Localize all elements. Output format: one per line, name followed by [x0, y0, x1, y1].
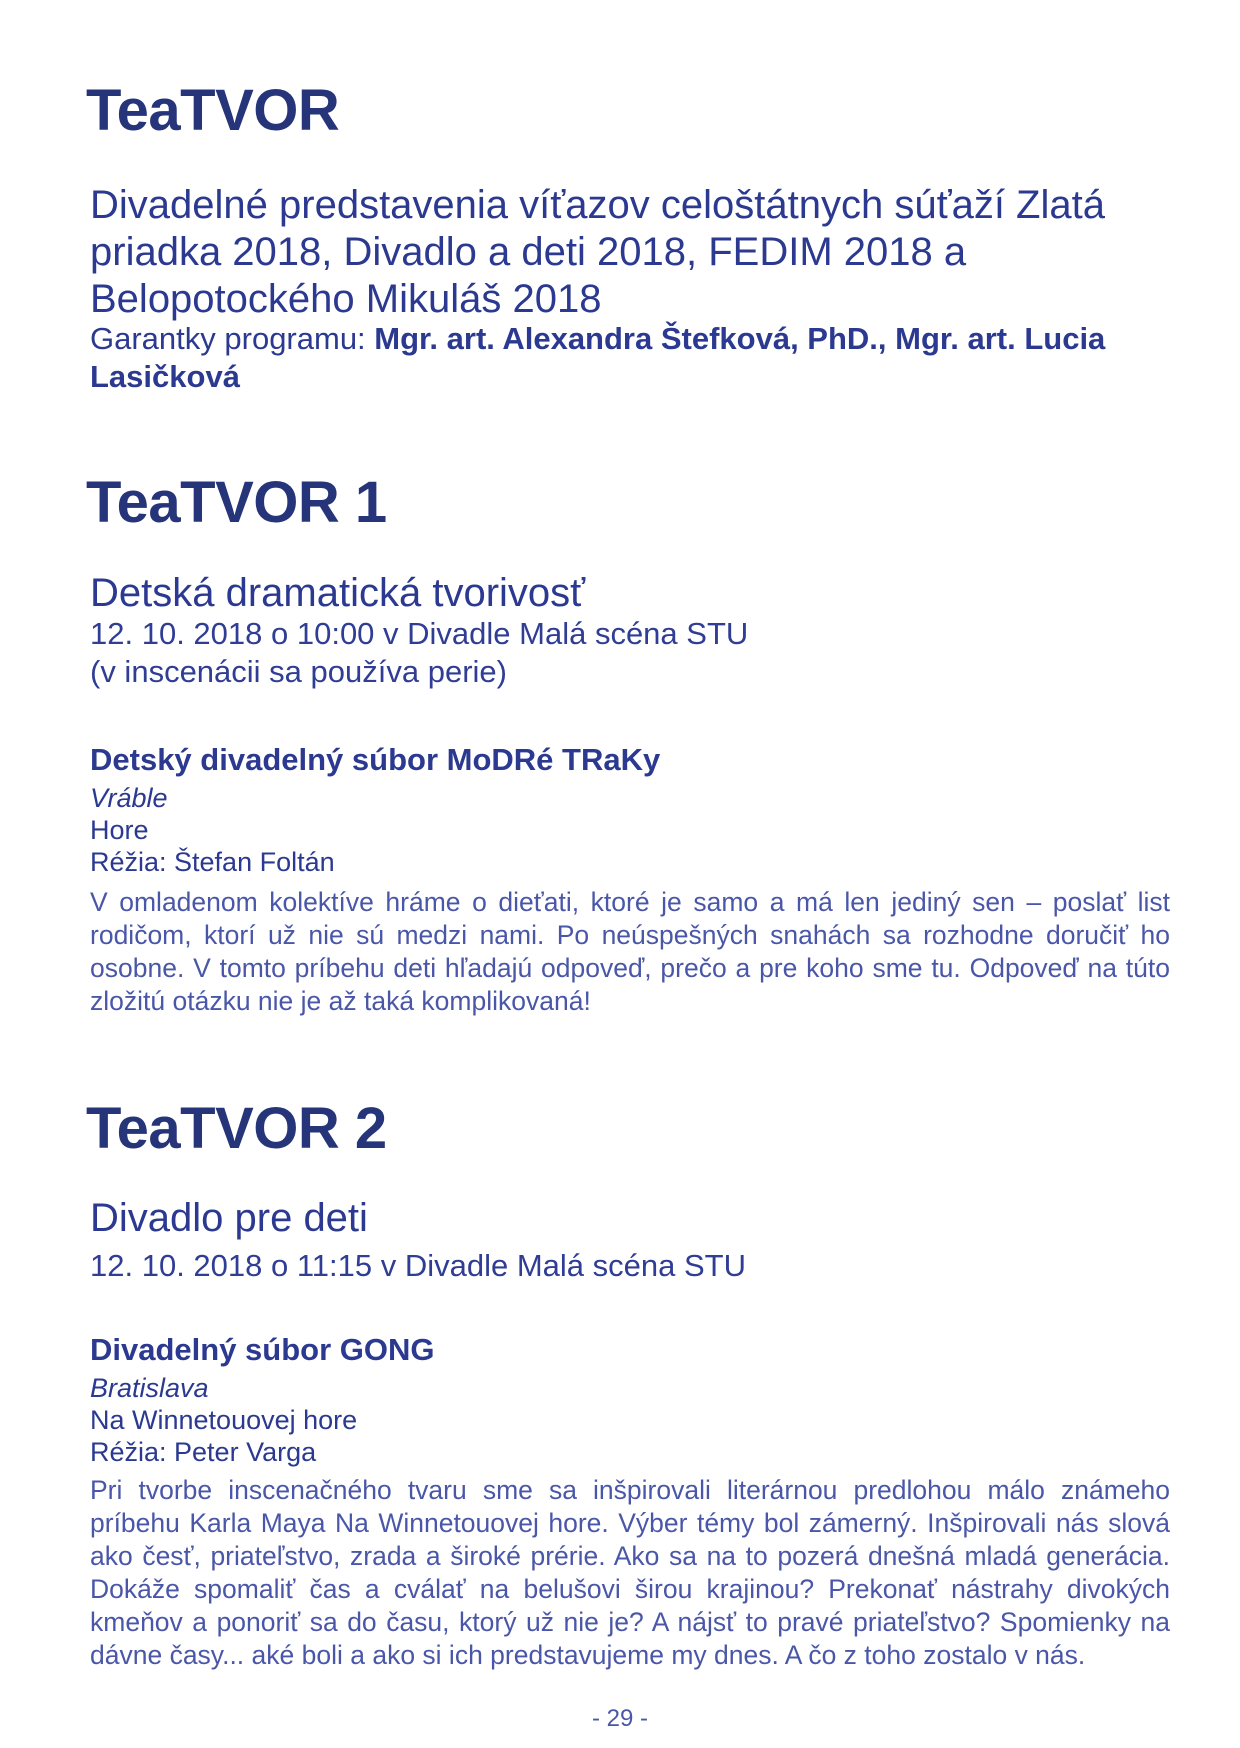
performance-date-line: 12. 10. 2018 o 11:15 v Divadle Malá scéna STU [90, 1248, 746, 1283]
play-description: V omladenom kolektíve hráme o dieťati, ktoré je samo a má len jediný sen – poslať list rodičom, ktorí už nie sú medzi nami. Po neúspešných snahách sa rozhodne doručiť ho osobne. V tomto príbehu deti hľadajú odpoveď, prečo a pre koho sme tu. Odpoveď na túto zložitú otázku nie je až taká komplikovaná! [90, 887, 1170, 1016]
page-number: - 29 - [591, 1705, 648, 1732]
section-category: Divadlo pre deti [90, 1196, 368, 1240]
section-category: Detská dramatická tvorivosť [90, 571, 586, 615]
section-date-info [90, 615, 748, 691]
play-director: Réžia: Peter Varga [90, 1437, 317, 1467]
play-director: Réžia: Štefan Foltán [90, 847, 335, 877]
play-description: Pri tvorbe inscenačného tvaru sme sa inšpirovali literárnou predlohou málo známeho príbehu Karla Maya Na Winnetouovej hore. Výber témy bol zámerný. Inšpirovali nás slová ako česť, priateľstvo, zrada a široké prérie. Ako sa na to pozerá dnešná mladá generácia. Dokáže spomaliť čas a cválať na belušovi širou krajinou? Prekonať nástrahy divokých kmeňov a ponoriť sa do času, ktorý už nie je? A nájsť to pravé priateľstvo? Spomienky na dávne časy... aké boli a ako si ich predstavujeme my dnes. A čo z toho zostalo v nás. [90, 1475, 1170, 1670]
guarantors-label: Garantky programu: [90, 321, 375, 356]
ensemble-name: Divadelný súbor GONG [90, 1332, 435, 1367]
section-heading-teatvor-1: TeaTVOR 1 [86, 470, 387, 535]
guarantors-line [90, 320, 1160, 396]
performance-note: (v inscenácii sa používa perie) [90, 654, 507, 689]
play-title: Na Winnetouovej hore [90, 1405, 358, 1435]
page-title: TeaTVOR [86, 78, 340, 143]
ensemble-city: Vráble [90, 783, 168, 813]
ensemble-info [90, 782, 335, 878]
section-heading-teatvor-2: TeaTVOR 2 [86, 1096, 387, 1161]
section-date-info [90, 1247, 746, 1285]
ensemble-info [90, 1372, 357, 1468]
play-title: Hore [90, 815, 149, 845]
performance-date-line: 12. 10. 2018 o 10:00 v Divadle Malá scéna STU [90, 616, 749, 651]
program-subtitle: Divadelné predstavenia víťazov celoštátnych súťaží Zlatá priadka 2018, Divadlo a deti 2018, FEDIM 2018 a Belopotockého Mikuláš 2018 [90, 183, 1105, 321]
guarantors-names: Mgr. art. Alexandra Štefková, PhD., Mgr. art. Lucia Lasičková [90, 321, 1106, 394]
ensemble-name: Detský divadelný súbor MoDRé TRaKy [90, 742, 661, 777]
ensemble-city: Bratislava [90, 1373, 209, 1403]
